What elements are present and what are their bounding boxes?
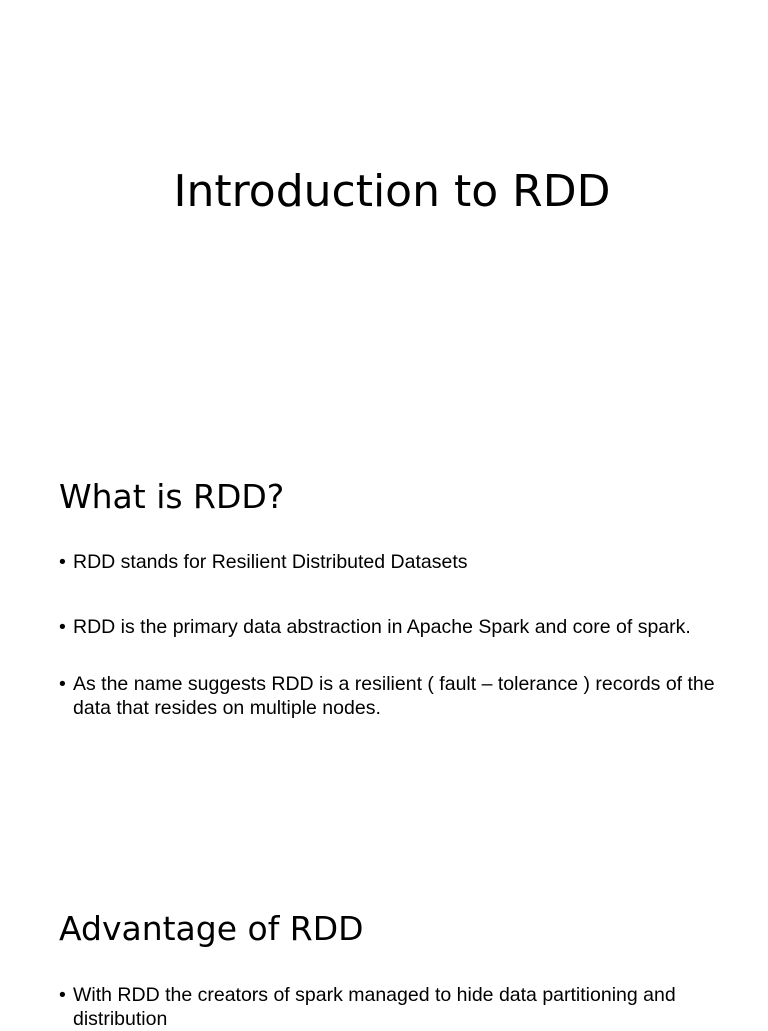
- list-item-text: With RDD the creators of spark managed to hide data partitioning and distribution: [73, 984, 676, 1030]
- list-item-text: RDD is the primary data abstraction in Apache Spark and core of spark.: [73, 616, 691, 638]
- bullet-icon: •: [59, 984, 66, 1006]
- list-item: [59, 550, 719, 574]
- slide-title-text: Introduction to RDD: [173, 166, 611, 217]
- section-heading-what-is-rdd: What is RDD?: [59, 477, 285, 516]
- list-item: [59, 615, 719, 639]
- slide-title: [0, 164, 768, 220]
- list-item: [59, 672, 719, 720]
- list-item-text: As the name suggests RDD is a resilient ( fault – tolerance ) records of the data that resides on multiple nodes.: [73, 673, 715, 719]
- bullet-icon: •: [59, 551, 66, 573]
- list-item-text: RDD stands for Resilient Distributed Datasets: [73, 551, 468, 573]
- bullet-icon: •: [59, 616, 66, 638]
- section-heading-advantage-of-rdd: Advantage of RDD: [59, 909, 364, 948]
- bullet-icon: •: [59, 673, 66, 695]
